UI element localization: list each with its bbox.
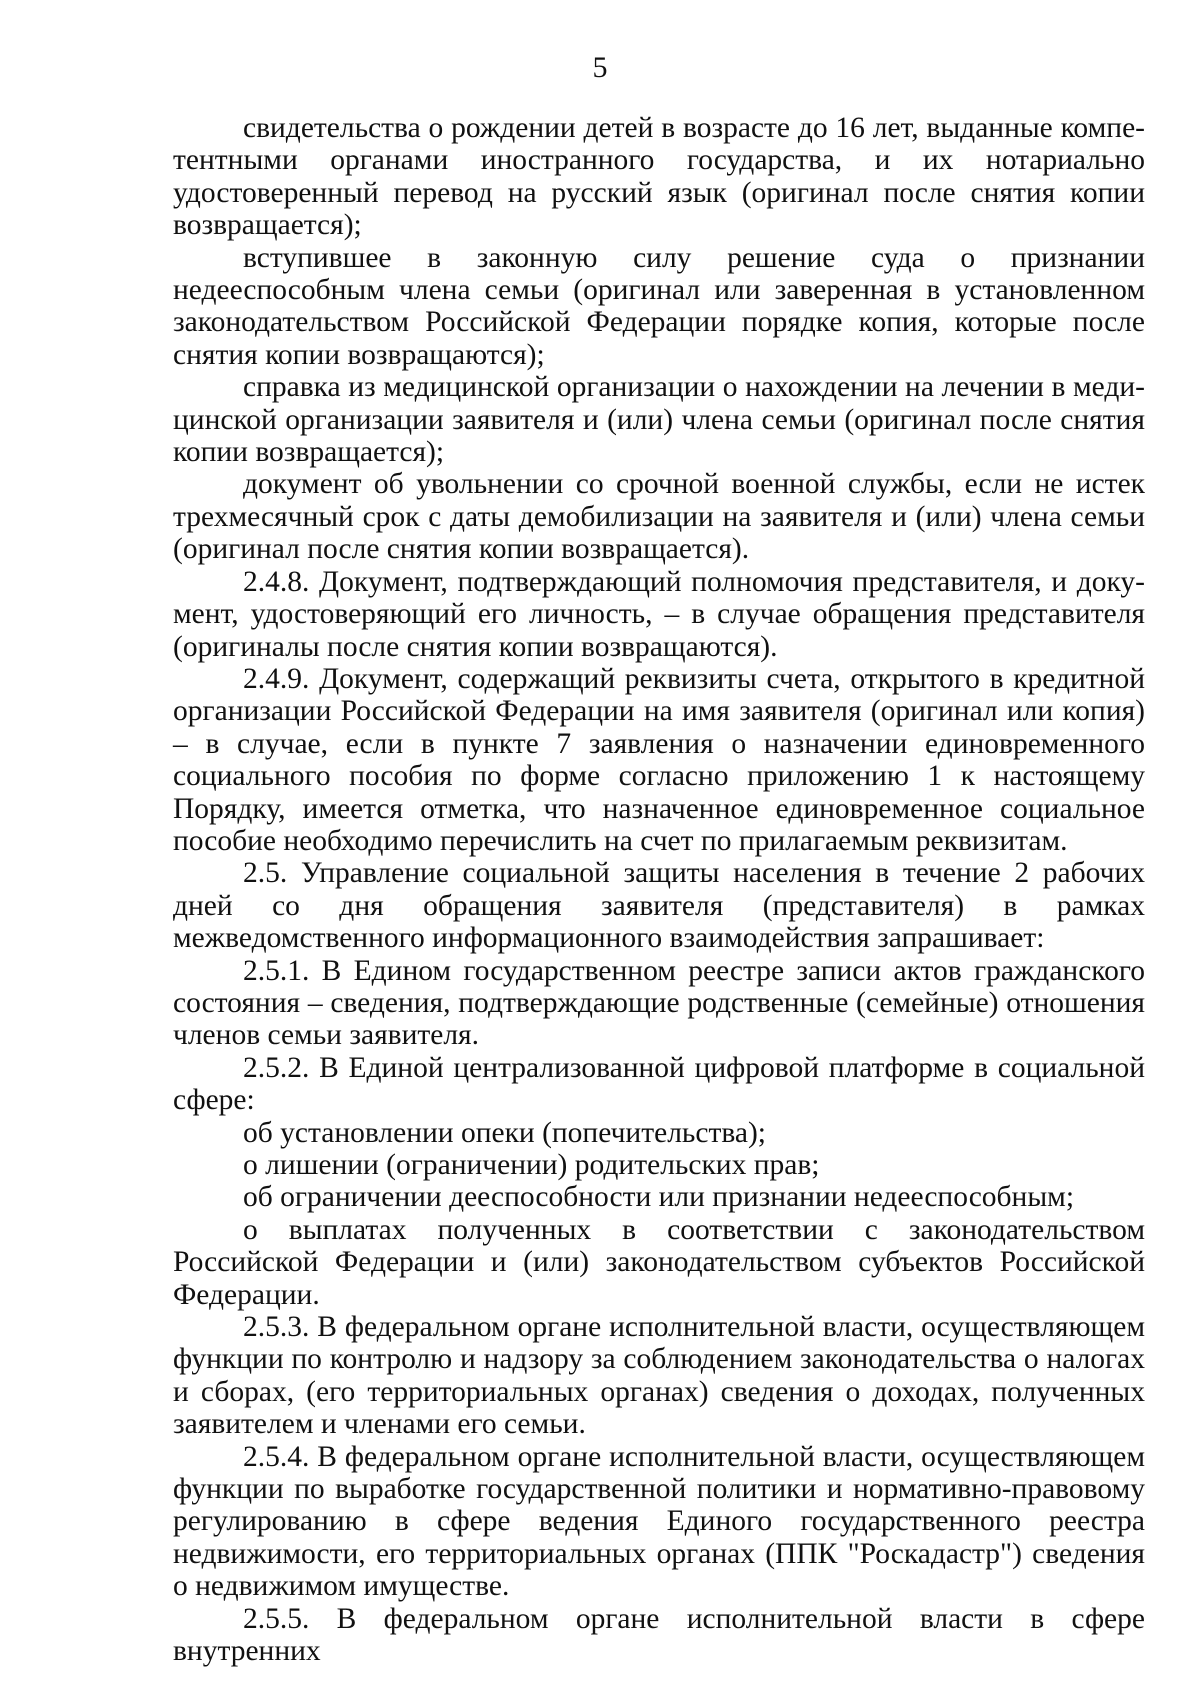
paragraph-2-5-4: 2.5.4. В федеральном органе исполнительной власти, осуществляющем функции по выработке государственной политики и нормативно-правовому регулированию в сфере ведения Единого государственного реестра недвижимости, его территориальных органах (ППК "Роскадастр") сведения о недвижимом имуществе. xyxy=(173,1440,1145,1603)
paragraph-medical-certificate: справка из медицинской организации о нахождении на лечении в медицинской организации заявителя и (или) члена семьи (оригинал после снятия копии возвращается); xyxy=(173,371,1145,469)
list-item-payments: о выплатах полученных в соответствии с законодательством Российской Федерации и (или) законодательством субъектов Российской Федерации. xyxy=(173,1213,1145,1311)
paragraph-birth-certificates: свидетельства о рождении детей в возрасте до 16 лет, выданные компетентными органами иностранного государства, и их нотариально удостоверенный перевод на русский язык (оригинал после снятия копии возвращается); xyxy=(173,112,1145,242)
paragraph-2-5-2: 2.5.2. В Единой централизованной цифровой платформе в социальной сфере: xyxy=(173,1051,1145,1117)
document-body xyxy=(173,112,1145,1668)
list-item-parental-rights: о лишении (ограничении) родительских прав; xyxy=(243,1149,820,1181)
page-number: 5 xyxy=(592,51,608,84)
paragraph-military-discharge: документ об увольнении со срочной военной службы, если не истек трехмесячный срок с даты демобилизации на заявителя и (или) члена семьи (оригинал после снятия копии возвращается). xyxy=(173,468,1145,566)
list-item-legal-capacity: об ограничении дееспособности или признании недееспособным; xyxy=(243,1181,1075,1214)
paragraph-2-4-8: 2.4.8. Документ, подтверждающий полномочия представителя, и документ, удостоверяющий его личность, – в случае обращения представителя (оригиналы после снятия копии возвращаются). xyxy=(173,565,1145,663)
paragraph-2-4-9: 2.4.9. Документ, содержащий реквизиты счета, открытого в кредитной организации Российской Федерации на имя заявителя (оригинал или копия) – в случае, если в пункте 7 заявления о назначении единовременного социального пособия по форме согласно приложению 1 к настоящему Порядку, имеется отметка, что назначенное единовременное социальное пособие необходимо перечислить на счет по прилагаемым реквизитам. xyxy=(173,662,1145,857)
paragraph-2-5-5: 2.5.5. В федеральном органе исполнительной власти в сфере внутренних xyxy=(173,1602,1145,1668)
paragraph-2-5-3: 2.5.3. В федеральном органе исполнительной власти, осуществляющем функции по контролю и надзору за соблюдением законодательства о налогах и сборах, (его территориальных органах) сведения о доходах, полученных заявителем и членами его семьи. xyxy=(173,1311,1145,1441)
paragraph-court-decision: вступившее в законную силу решение суда о признании недееспособным члена семьи (оригинал или заверенная в установленном законодательством Российской Федерации порядке копия, которые после снятия копии возвращаются); xyxy=(173,241,1145,371)
paragraph-2-5-1: 2.5.1. В Едином государственном реестре записи актов гражданского состояния – сведения, подтверждающие родственные (семейные) отношения членов семьи заявителя. xyxy=(173,954,1145,1052)
paragraph-2-5: 2.5. Управление социальной защиты населения в течение 2 рабочих дней со дня обращения заявителя (представителя) в рамках межведомственного информационного взаимодействия запрашивает: xyxy=(173,857,1145,955)
list-item-guardianship: об установлении опеки (попечительства); xyxy=(243,1116,767,1149)
